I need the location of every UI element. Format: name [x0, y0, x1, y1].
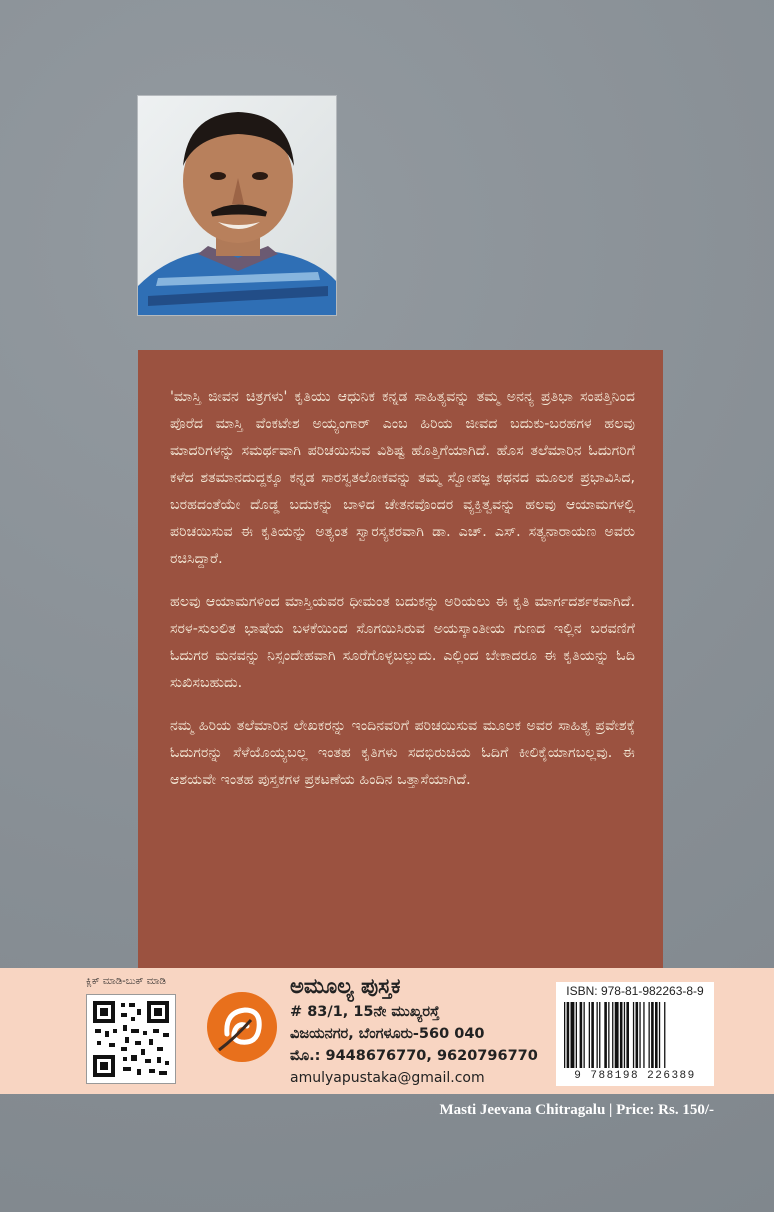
- publisher-address-line2: ವಿಜಯನಗರ, ಬೆಂಗಳೂರು-560 040: [290, 1026, 485, 1042]
- footer-line: [439, 1102, 714, 1119]
- book-price: Price: Rs. 150/-: [616, 1102, 714, 1118]
- publisher-email[interactable]: amulyapustaka@gmail.com: [290, 1070, 485, 1086]
- barcode-digits: 9 788198 226389: [574, 1070, 696, 1082]
- isbn-label: ISBN: 978-81-982263-8-9: [566, 984, 704, 998]
- qr-label: ಕ್ಲಿಕ್ ಮಾಡಿ-ಬುಕ್ ಮಾಡಿ: [86, 976, 166, 987]
- book-title: Masti Jeevana Chitragalu: [439, 1102, 606, 1118]
- publisher-logo: [205, 990, 279, 1064]
- barcode: [556, 982, 714, 1086]
- barcode-bars: [562, 1002, 708, 1068]
- footer-separator: |: [609, 1102, 613, 1118]
- author-photo: [138, 96, 336, 315]
- blurb-box: [138, 350, 663, 970]
- blurb-paragraph-3: ನಮ್ಮ ಹಿರಿಯ ತಲೆಮಾರಿನ ಲೇಖಕರನ್ನು ಇಂದಿನವರಿಗೆ ಪರಿಚಯಿಸುವ ಮೂಲಕ ಅವರ ಸಾಹಿತ್ಯ ಪ್ರವೇಶಕ್ಕೆ ಓದುಗರನ್ನು ಸೆಳೆಯೊಯ್ಯಬಲ್ಲ ಇಂತಹ ಕೃತಿಗಳು ಸದಭಿರುಚಿಯ ಓದಿಗೆ ಕೀಲಿಕೈಯಾಗಬಲ್ಲವು. ಈ ಆಶಯವೇ ಇಂತಹ ಪುಸ್ತಕಗಳ ಪ್ರಕಟಣೆಯ ಹಿಂದಿನ ಒತ್ತಾಸೆಯಾಗಿದೆ.: [170, 718, 635, 788]
- blurb-paragraph-2: ಹಲವು ಆಯಾಮಗಳಿಂದ ಮಾಸ್ತಿಯವರ ಧೀಮಂತ ಬದುಕನ್ನು ಅರಿಯಲು ಈ ಕೃತಿ ಮಾರ್ಗದರ್ಶಕವಾಗಿದೆ. ಸರಳ-ಸುಲಲಿತ ಭಾಷೆಯ ಬಳಕೆಯಿಂದ ಸೊಗಯಿಸಿರುವ ಅಯಸ್ಕಾಂತೀಯ ಗುಣದ ಇಲ್ಲಿನ ಬರವಣಿಗೆ ಓದುಗರ ಮನವನ್ನು ನಿಸ್ಸಂದೇಹವಾಗಿ ಸೂರೆಗೊಳ್ಳಬಲ್ಲುದು. ಎಲ್ಲಿಂದ ಬೇಕಾದರೂ ಈ ಕೃತಿಯನ್ನು ಓದಿ ಸುಖಿಸಬಹುದು.: [170, 594, 635, 691]
- qr-code[interactable]: [86, 994, 176, 1084]
- publisher-phone: ಮೊ.: 9448676770, 9620796770: [290, 1048, 538, 1064]
- blurb-paragraph-1: 'ಮಾಸ್ತಿ ಜೀವನ ಚಿತ್ರಗಳು' ಕೃತಿಯು ಆಧುನಿಕ ಕನ್ನಡ ಸಾಹಿತ್ಯವನ್ನು ತಮ್ಮ ಅನನ್ಯ ಪ್ರತಿಭಾ ಸಂಪತ್ತಿನಿಂದ ಪೊರೆದ ಮಾಸ್ತಿ ವೆಂಕಟೇಶ ಅಯ್ಯಂಗಾರ್ ಎಂಬ ಹಿರಿಯ ಜೀವದ ಬದುಕು-ಬರಹಗಳ ಹಲವು ಮಾದರಿಗಳನ್ನು ಸಮರ್ಥವಾಗಿ ಪರಿಚಯಿಸುವ ವಿಶಿಷ್ಟ ಹೊತ್ತಿಗೆಯಾಗಿದೆ. ಹೊಸ ತಲೆಮಾರಿನ ಓದುಗರಿಗೆ ಕಳೆದ ಶತಮಾನದುದ್ದಕ್ಕೂ ಕನ್ನಡ ಸಾರಸ್ವತಲೋಕವನ್ನು ತಮ್ಮ ಸ್ವೋಪಜ್ಞ ಕಥನದ ಮೂಲಕ ಪ್ರಭಾವಿಸಿದ, ಬರಹದಂತೆಯೇ ದೊಡ್ಡ ಬದುಕನ್ನು ಬಾಳಿದ ಚೇತನವೊಂದರ ವ್ಯಕ್ತಿತ್ವವನ್ನು ಹಲವು ಆಯಾಮಗಳಲ್ಲಿ ಪರಿಚಯಿಸುವ ಈ ಕೃತಿಯನ್ನು ಅತ್ಯಂತ ಸ್ವಾರಸ್ಯಕರವಾಗಿ ಡಾ. ಎಚ್. ಎಸ್. ಸತ್ಯನಾರಾಯಣ ಅವರು ರಚಿಸಿದ್ದಾರೆ.: [170, 389, 635, 567]
- publisher-name: ಅಮೂಲ್ಯ ಪುಸ್ತಕ: [290, 974, 401, 998]
- publisher-address-line1: # 83/1, 15ನೇ ಮುಖ್ಯರಸ್ತೆ: [290, 1004, 440, 1020]
